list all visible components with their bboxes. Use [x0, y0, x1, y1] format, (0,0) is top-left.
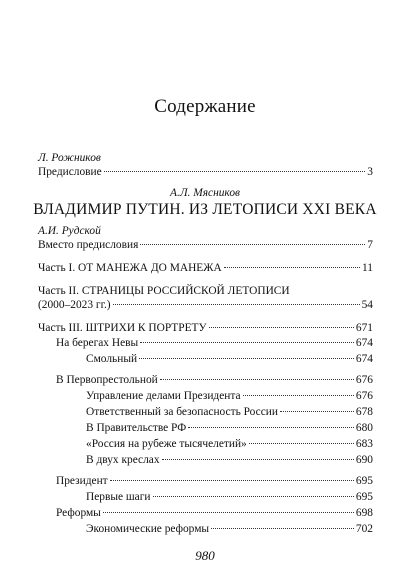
entry-page: 671 [355, 322, 373, 334]
page-number: 980 [195, 548, 215, 563]
entry-label: (2000–2023 гг.) [38, 299, 111, 311]
entry-page: 678 [355, 406, 373, 418]
entry-label: Экономические реформы [86, 523, 210, 535]
page-title: Содержание [154, 96, 256, 117]
author-rozhnikov: Л. Рожников [38, 152, 101, 164]
toc-entry-kresla [86, 453, 373, 467]
entry-page: 683 [355, 438, 373, 450]
leader-dots [209, 326, 354, 328]
entry-label: Президент [56, 475, 108, 487]
entry-page: 690 [355, 454, 373, 466]
entry-page: 11 [362, 262, 373, 274]
leader-dots [160, 378, 354, 380]
entry-page: 674 [355, 337, 373, 349]
entry-page: 676 [355, 390, 373, 402]
entry-label: Реформы [56, 507, 101, 519]
toc-entry-part2-line1: Часть II. СТРАНИЦЫ РОССИЙСКОЙ ЛЕТОПИСИ [38, 285, 290, 297]
leader-dots [104, 170, 366, 172]
leader-dots [188, 426, 354, 428]
entry-label: Вместо предисловия [38, 239, 139, 251]
leader-dots [162, 458, 354, 460]
toc-entry-smolny [86, 352, 373, 366]
book-title: ВЛАДИМИР ПУТИН. ИЗ ЛЕТОПИСИ XXI ВЕКА [33, 201, 377, 218]
entry-label: В двух креслах [86, 454, 160, 466]
entry-label: Управление делами Президента [86, 390, 241, 402]
leader-dots [224, 266, 360, 268]
leader-dots [139, 357, 354, 359]
entry-page: 698 [355, 507, 373, 519]
toc-entry-president [56, 474, 373, 488]
entry-label: На берегах Невы [56, 337, 139, 349]
entry-label: Смольный [86, 353, 138, 365]
entry-label: Первые шаги [86, 491, 151, 503]
entry-label: «Россия на рубеже тысячелетий» [86, 438, 247, 450]
entry-page: 7 [367, 239, 373, 251]
entry-page: 702 [355, 523, 373, 535]
entry-label: Часть III. ШТРИХИ К ПОРТРЕТУ [38, 322, 207, 334]
entry-page: 676 [355, 374, 373, 386]
leader-dots [211, 527, 354, 529]
toc-entry-part2 [38, 298, 373, 312]
leader-dots [280, 410, 354, 412]
toc-entry-pervoprest [56, 373, 373, 387]
leader-dots [249, 442, 354, 444]
leader-dots [113, 303, 360, 305]
toc-entry-reformy [56, 506, 373, 520]
toc-entry-part3 [38, 321, 373, 335]
entry-label: Предисловие [38, 166, 102, 178]
entry-page: 695 [355, 475, 373, 487]
toc-entry-rubezh [86, 437, 373, 451]
toc-entry-shagi [86, 490, 373, 504]
leader-dots [110, 479, 354, 481]
toc-entry-neva [56, 336, 373, 350]
toc-entry-intro [38, 238, 373, 252]
leader-dots [140, 341, 354, 343]
entry-page: 674 [355, 353, 373, 365]
entry-page: 3 [367, 166, 373, 178]
toc-entry-econ [86, 522, 373, 536]
author-rudskoy: А.И. Рудской [38, 225, 101, 237]
leader-dots [243, 394, 354, 396]
leader-dots [153, 495, 354, 497]
entry-page: 695 [355, 491, 373, 503]
leader-dots [103, 511, 354, 513]
leader-dots [140, 243, 365, 245]
entry-label: В Первопрестольной [56, 374, 158, 386]
entry-label: В Правительстве РФ [86, 422, 187, 434]
author-myasnikov: А.Л. Мясников [170, 187, 240, 199]
toc-entry-upravlenie [86, 389, 373, 403]
toc-entry-bezopasnost [86, 405, 373, 419]
entry-label: Часть I. ОТ МАНЕЖА ДО МАНЕЖА [38, 262, 222, 274]
entry-page: 54 [361, 299, 373, 311]
entry-page: 680 [355, 422, 373, 434]
entry-label: Ответственный за безопасность России [86, 406, 278, 418]
toc-entry-pravitelstvo [86, 421, 373, 435]
toc-entry-part1 [38, 261, 373, 275]
toc-entry-preface [38, 165, 373, 179]
